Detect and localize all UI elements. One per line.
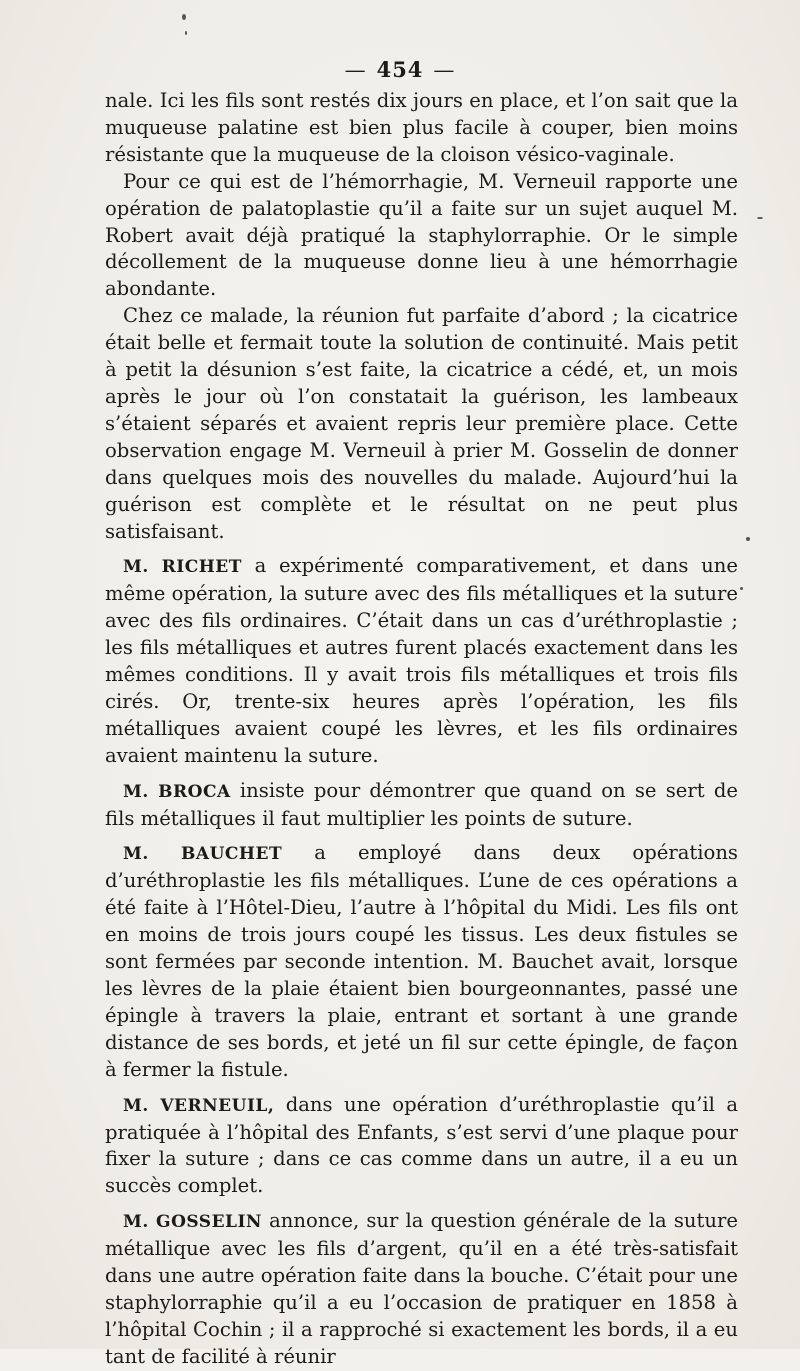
speaker-name: M. GOSSELIN — [123, 1212, 262, 1233]
speaker-name: M. BAUCHET — [123, 844, 283, 865]
ink-speck — [185, 31, 187, 35]
ink-speck — [182, 14, 186, 20]
ink-speck — [757, 217, 763, 219]
dash-right: — — [433, 58, 456, 82]
speaker-name: M. RICHET — [123, 557, 242, 578]
paragraph-richet — [105, 553, 738, 769]
paragraph-malade — [105, 303, 738, 545]
paragraph-text: dans une opération d’uréthroplastie qu’il a pratiquée à l’hôpital des Enfants, s’est servi d’une plaque pour fixer la suture ; dans ce cas comme dans un autre, il a eu un succès complet. — [105, 1092, 738, 1198]
body-text — [105, 88, 738, 1371]
paragraph-text: Pour ce qui est de l’hémorrhagie, M. Verneuil rapporte une opération de palatoplastie qu’il a faite sur un sujet auquel M. Robert avait déjà pratiqué la staphylorraphie. Or le simple décollement de la muqueuse donne lieu à une hémorrhagie abondante. — [105, 169, 738, 301]
paragraph-bauchet — [105, 840, 738, 1083]
paragraph-continuation — [105, 88, 738, 169]
paragraph-text: insiste pour démontrer que quand on se sert de fils métalliques il faut multiplier les points de suture. — [105, 778, 738, 830]
paragraph-text: Chez ce malade, la réunion fut parfaite d’abord ; la cicatrice était belle et fermait toute la solution de continuité. Mais petit à petit la désunion s’est faite, la cicatrice a cédé, et, un mois après le jour où l’on constatait la guérison, les lambeaux s’étaient séparés et avaient repris leur première place. Cette observation engage M. Verneuil à prier M. Gosselin de donner dans quelques mois des nouvelles du malade. Aujourd’hui la guérison est complète et le résultat on ne peut plus satisfaisant. — [105, 304, 738, 543]
dash-left: — — [344, 58, 367, 82]
paragraph-text: a employé dans deux opérations d’uréthroplastie les fils métalliques. L’une de ces opérations a été faite à l’Hôtel-Dieu, l’autre à l’hôpital du Midi. Les fils ont en moins de trois jours coupé les tissus. Les deux fistules se sont fermées par seconde intention. M. Bauchet avait, lorsque les lèvres de la plaie étaient bien bourgeonnantes, passé une épingle à travers la plaie, entrant et sortant à une grande distance de ses bords, et jeté un fil sur cette épingle, de façon à fermer la fistule. — [105, 841, 738, 1081]
paragraph-hemorrhagie — [105, 169, 738, 304]
ink-speck — [740, 587, 743, 590]
paragraph-text: a expérimenté comparativement, et dans une même opération, la suture avec des fils métalliques et la suture avec des fils ordinaires. C’était dans un cas d’uréthroplastie ; les fils métalliques et autres furent placés exactement dans les mêmes conditions. Il y avait trois fils métalliques et trois fils cirés. Or, trente-six heures après l’opération, les fils métalliques avaient coupé les lèvres, et les fils ordinaires avaient maintenu la suture. — [105, 554, 738, 767]
paragraph-gosselin — [105, 1208, 738, 1370]
paragraph-text: annonce, sur la question générale de la suture métallique avec les fils d’argent, qu’il en a été très-satisfait dans une autre opération faite dans la bouche. C’était pour une staphylorraphie qu’il a eu l’occasion de pratiquer en 1858 à l’hôpital Cochin ; il a rapproché si exactement les bords, il a eu tant de facilité à réunir — [105, 1209, 738, 1368]
speaker-name: M. BROCA — [123, 781, 231, 802]
page-number-header — [0, 57, 800, 82]
paragraph-broca — [105, 778, 738, 833]
paragraph-verneuil — [105, 1092, 738, 1201]
page-number: 454 — [376, 57, 424, 82]
paragraph-text: nale. Ici les fils sont restés dix jours en place, et l’on sait que la muqueuse palatine est bien plus facile à couper, bien moins résistante que la muqueuse de la cloison vésico-vaginale. — [105, 89, 738, 166]
ink-speck — [746, 537, 750, 541]
speaker-name: M. VERNEUIL, — [123, 1095, 275, 1116]
